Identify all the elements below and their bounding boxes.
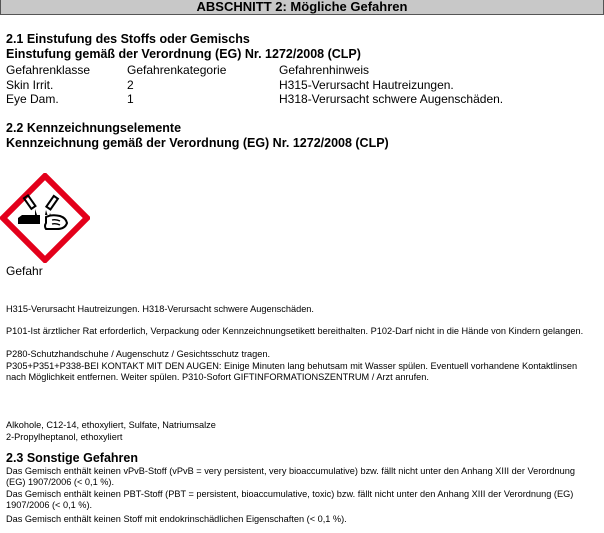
precautionary-statement: P305+P351+P338-BEI KONTAKT MIT DEN AUGEN: Einige Minuten lang behutsam mit Wasser spülen. Eventuell vorhandene Kontaktlinsen nach Möglichkeit entfernen. Weiter spülen. P310-Sofort GIFTINFORMATIONSZENTRUM / Arzt anrufen. bbox=[6, 361, 578, 382]
corrosion-pictogram-icon bbox=[0, 173, 90, 263]
hazard-category: 2 bbox=[127, 78, 134, 92]
ingredient-line: 2-Propylheptanol, ethoxyliert bbox=[6, 432, 123, 442]
hazard-statement: H315-Verursacht Hautreizungen. bbox=[279, 78, 454, 92]
section-banner: ABSCHNITT 2: Mögliche Gefahren bbox=[0, 0, 604, 15]
hazard-statements: H315-Verursacht Hautreizungen. H318-Verursacht schwere Augenschäden. bbox=[6, 304, 314, 314]
header-hazard-statement: Gefahrenhinweis bbox=[279, 63, 370, 77]
hazard-statement: H318-Verursacht schwere Augenschäden. bbox=[279, 92, 504, 106]
section-2-3-title: 2.3 Sonstige Gefahren bbox=[6, 451, 138, 465]
hazard-class: Eye Dam. bbox=[6, 92, 59, 106]
ingredient-line: Alkohole, C12-14, ethoxyliert, Sulfate, Natriumsalze bbox=[6, 420, 216, 430]
hazard-category: 1 bbox=[127, 92, 134, 106]
precautionary-statement: P280-Schutzhandschuhe / Augenschutz / Gesichtsschutz tragen. bbox=[6, 349, 271, 359]
other-hazards-paragraph: Das Gemisch enthält keinen PBT-Stoff (PBT = persistent, bioaccumulative, toxic) bzw. fällt nicht unter den Anhang XIII der Verordnung (EG) 1907/2006 (< 0,1 %). bbox=[6, 489, 574, 510]
section-2-1-subtitle: Einstufung gemäß der Verordnung (EG) Nr. 1272/2008 (CLP) bbox=[6, 47, 361, 61]
section-2-2-subtitle: Kennzeichnung gemäß der Verordnung (EG) Nr. 1272/2008 (CLP) bbox=[6, 136, 389, 150]
signal-word: Gefahr bbox=[6, 264, 43, 278]
header-hazard-class: Gefahrenklasse bbox=[6, 63, 91, 77]
other-hazards-paragraph: Das Gemisch enthält keinen Stoff mit endokrinschädlichen Eigenschaften (< 0,1 %). bbox=[6, 514, 347, 524]
section-2-1-title: 2.1 Einstufung des Stoffs oder Gemischs bbox=[6, 32, 250, 46]
hazard-class: Skin Irrit. bbox=[6, 78, 54, 92]
precautionary-statement: P101-Ist ärztlicher Rat erforderlich, Verpackung oder Kennzeichnungsetikett bereithalten. P102-Darf nicht in die Hände von Kindern gelangen. bbox=[6, 326, 584, 336]
other-hazards-paragraph: Das Gemisch enthält keinen vPvB-Stoff (vPvB = very persistent, very bioaccumulative) bzw. fällt nicht unter den Anhang XIII der Verordnung (EG) 1907/2006 (< 0,1 %). bbox=[6, 466, 575, 487]
section-2-2-title: 2.2 Kennzeichnungselemente bbox=[6, 121, 182, 135]
header-hazard-category: Gefahrenkategorie bbox=[127, 63, 227, 77]
